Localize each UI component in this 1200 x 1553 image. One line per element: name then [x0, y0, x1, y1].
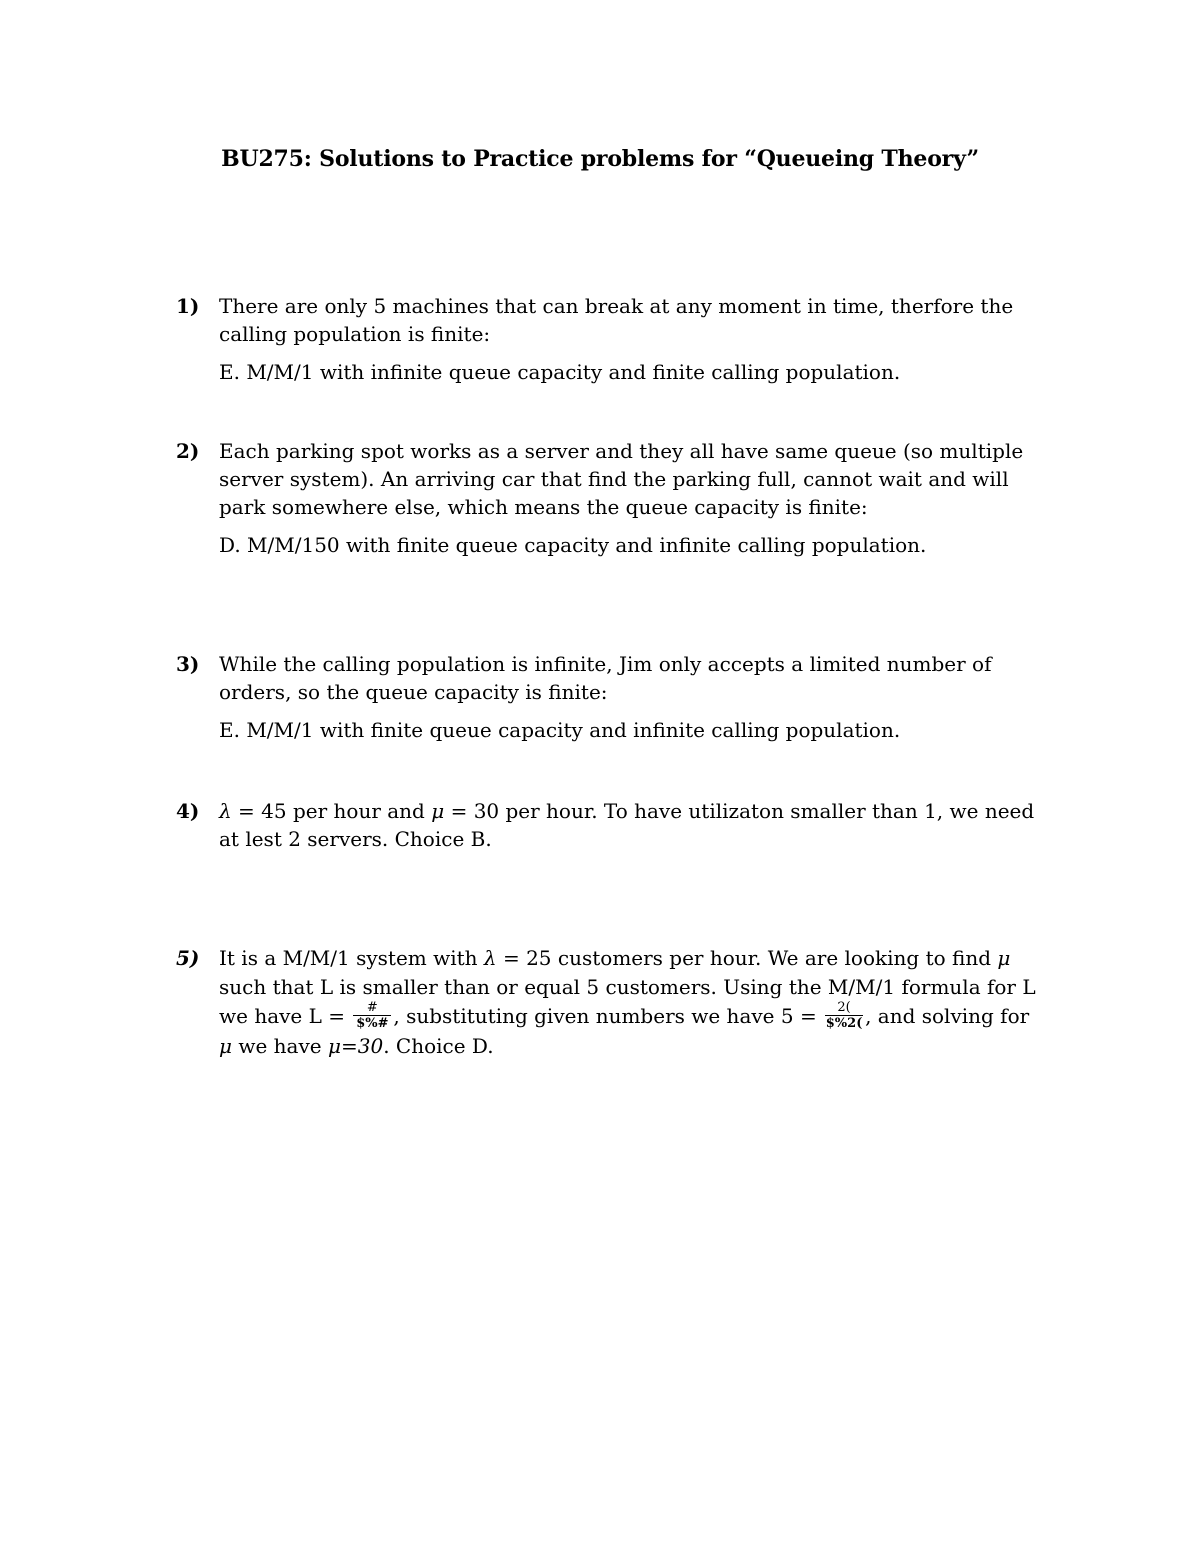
solution-item-2 [176, 437, 1036, 559]
item-text [219, 944, 1036, 1061]
text-segment: we have [232, 1034, 328, 1058]
mu-symbol: μ [997, 946, 1011, 970]
text-segment: = 25 customers per hour. We are looking to find [496, 946, 998, 970]
solution-item-1 [176, 292, 1036, 386]
fraction-numerator: # [353, 1001, 391, 1016]
solution-item-5 [176, 944, 1036, 1061]
text-segment: , substituting given numbers we have 5 = [393, 1004, 824, 1028]
solution-item-4 [176, 797, 1036, 853]
text-segment: = 30 per hour. To have utilizaton smaller than 1, we need at lest 2 servers. Choice B. [219, 799, 1035, 851]
item-text: There are only 5 machines that can break at any moment in time, therfore the calling population is finite: [219, 294, 1014, 346]
solution-item-3 [176, 650, 1036, 744]
text-segment: , and solving for [865, 1004, 1030, 1028]
lambda-symbol: λ [483, 946, 497, 970]
fraction-numerator: 2( [825, 1001, 863, 1016]
text-segment: such that L is smaller than or equal 5 customers. Using the M/M/1 formula for L we have L = [219, 975, 1036, 1028]
formula-fraction [825, 1001, 863, 1030]
item-number: 4) [176, 799, 200, 823]
item-number: 2) [176, 439, 200, 463]
fraction-denominator: $%2( [825, 1016, 863, 1031]
lambda-symbol: λ [219, 799, 232, 823]
mu-symbol: μ [219, 1034, 232, 1058]
item-answer: E. M/M/1 with infinite queue capacity and finite calling population. [219, 360, 901, 384]
item-text [219, 797, 1036, 853]
formula-fraction [353, 1001, 391, 1030]
item-text: Each parking spot works as a server and they all have same queue (so multiple server system). An arriving car that find the parking full, cannot wait and will park somewhere else, which means the queue capacity is finite: [219, 439, 1024, 519]
item-number: 5) [176, 946, 200, 970]
text-segment: = 45 per hour and [231, 799, 432, 823]
item-number: 1) [176, 294, 200, 318]
item-text: While the calling population is infinite, Jim only accepts a limited number of orders, so the queue capacity is finite: [219, 652, 992, 704]
item-number: 3) [176, 652, 200, 676]
text-segment: . Choice D. [383, 1034, 494, 1058]
text-segment: It is a M/M/1 system with [219, 946, 484, 970]
item-answer: D. M/M/150 with finite queue capacity and infinite calling population. [219, 533, 927, 557]
mu-equation: μ=30 [327, 1034, 384, 1058]
page-title: BU275: Solutions to Practice problems for “Queueing Theory” [221, 146, 979, 172]
fraction-denominator: $%# [356, 1016, 389, 1031]
mu-symbol: μ [431, 799, 445, 823]
item-answer: E. M/M/1 with finite queue capacity and infinite calling population. [219, 718, 901, 742]
